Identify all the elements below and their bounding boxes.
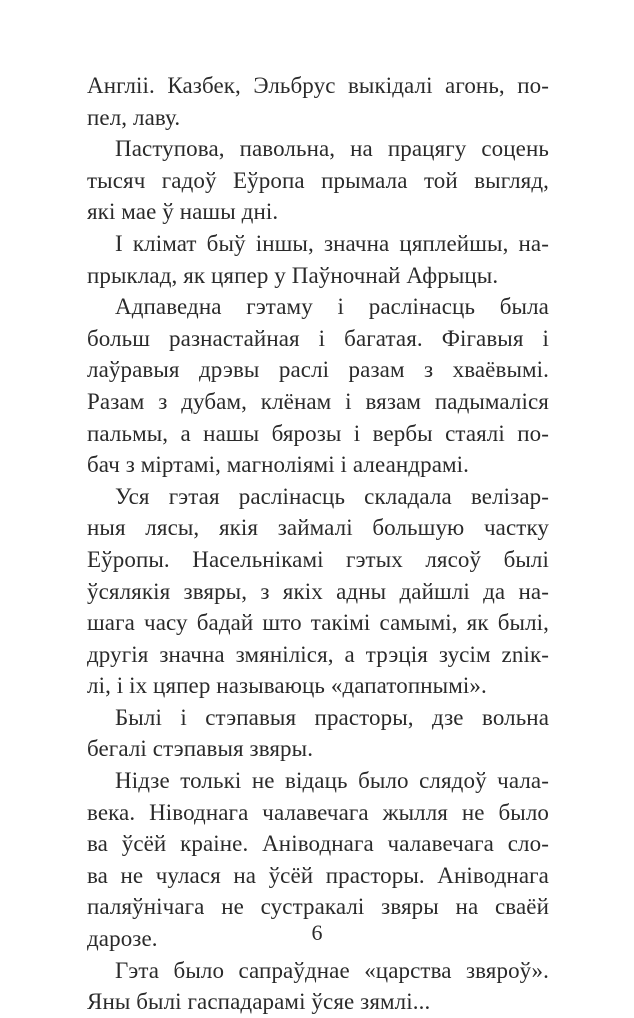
- text-line: Разам з дубам, клёнам і вязам падымаліся: [87, 388, 549, 414]
- paragraph: [87, 291, 549, 481]
- text-line: лаўравыя дрэвы раслі разам з хваёвымі.: [87, 357, 549, 383]
- text-line: ва ўсёй краіне. Аніводнага чалавечага сло-: [87, 831, 549, 857]
- text-line: Адпаведна гэтаму і раслінасць была: [115, 294, 549, 320]
- text-line: Нідзе толькі не відаць было слядоў чала-: [115, 768, 549, 794]
- text-line: Былі і стэпавыя прасторы, дзе вольна: [115, 704, 549, 730]
- text-line: ныя лясы, якія займалі большую частку: [87, 515, 549, 541]
- page-body: [87, 70, 549, 1018]
- text-line: ўсялякія звяры, з якіх адны дайшлі да на-: [87, 578, 549, 604]
- text-line: Паступова, павольна, на працягу соцень: [115, 136, 549, 162]
- text-line: Гэта было сапраўднае «царства звяроў».: [115, 957, 549, 983]
- text-line: ва не чулася на ўсёй прасторы. Аніводнага: [87, 862, 549, 888]
- paragraph: [87, 702, 549, 765]
- text-line: паляўнічага не сустракалі звяры на сваёй: [87, 894, 549, 920]
- text-line: века. Ніводнага чалавечага жылля не было: [87, 799, 549, 825]
- text-line: І клімат быў іншы, значна цяплейшы, на-: [115, 230, 549, 256]
- text-line: прыклад, як цяпер у Паўночнай Афрыцы.: [87, 262, 499, 288]
- text-line: Еўропы. Насельнікамі гэтых лясоў былі: [87, 546, 549, 572]
- text-line: лі, і іх цяпер называюць «дапатопнымі».: [87, 673, 487, 699]
- text-line: бегалі стэпавыя звяры.: [87, 736, 314, 762]
- text-line: Англіі. Казбек, Эльбрус выкідалі агонь, по-: [87, 73, 549, 98]
- text-line: які мае ў нашы дні.: [87, 199, 279, 225]
- text-line: Яны былі гаспадарамі ўсяе зямлі...: [87, 989, 431, 1015]
- text-line: пальмы, а нашы бярозы і вербы стаялі по-: [87, 420, 549, 446]
- text-line: больш разнастайная і багатая. Фігавыя і: [87, 325, 549, 351]
- text-line: Уся гэтая раслінасць складала велізар-: [115, 483, 549, 509]
- text-line: другія значна змяніліся, а трэція зусім znік-: [87, 641, 549, 667]
- text-line: бач з міртамі, магноліямі і алеандрамі.: [87, 452, 469, 478]
- paragraph: [87, 70, 549, 133]
- paragraph: [87, 481, 549, 702]
- paragraph: [87, 133, 549, 228]
- text-line: пел, лаву.: [87, 104, 181, 130]
- text-line: шага часу бадай што такімі самымі, як былі,: [87, 610, 549, 636]
- paragraph: [87, 955, 549, 1018]
- text-line: дарозе.: [87, 926, 158, 952]
- text-line: тысяч гадоў Еўропа прымала той выгляд,: [87, 167, 549, 193]
- paragraph: [87, 228, 549, 291]
- page-number: 6: [311, 920, 323, 945]
